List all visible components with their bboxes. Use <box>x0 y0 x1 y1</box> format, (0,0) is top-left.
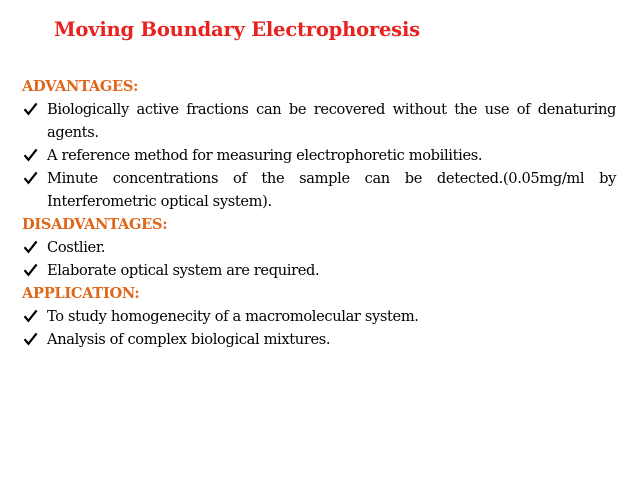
list-item <box>22 144 616 167</box>
checkmark-icon <box>23 328 40 351</box>
list-item-text: Minute concentrations of the sample can be detected.(0.05mg/ml by Interferometric optical system). <box>47 170 616 210</box>
checkmark-icon <box>23 259 40 282</box>
checkmark-icon <box>23 98 40 121</box>
checkmark-icon <box>23 167 40 190</box>
checkmark-icon <box>23 305 40 328</box>
list-item-text: Elaborate optical system are required. <box>47 262 320 279</box>
section-heading-application: APPLICATION: <box>22 285 140 302</box>
list-item <box>22 259 616 282</box>
list-item-text: Costlier. <box>47 239 106 256</box>
slide-title: Moving Boundary Electrophoresis <box>54 18 420 41</box>
list-item <box>22 236 616 259</box>
section-heading-advantages: ADVANTAGES: <box>22 78 139 95</box>
list-item <box>22 167 616 213</box>
list-item <box>22 328 616 351</box>
checkmark-icon <box>23 144 40 167</box>
list-item-text: Biologically active fractions can be recovered without the use of denaturing agents. <box>47 101 616 141</box>
list-item <box>22 98 616 144</box>
list-item-text: Analysis of complex biological mixtures. <box>47 331 331 348</box>
list-item-text: A reference method for measuring electrophoretic mobilities. <box>47 147 483 164</box>
checkmark-icon <box>23 236 40 259</box>
list-item <box>22 305 616 328</box>
slide-content <box>22 75 616 351</box>
list-item-text: To study homogenecity of a macromolecular system. <box>47 308 419 325</box>
section-heading-disadvantages: DISADVANTAGES: <box>22 216 168 233</box>
